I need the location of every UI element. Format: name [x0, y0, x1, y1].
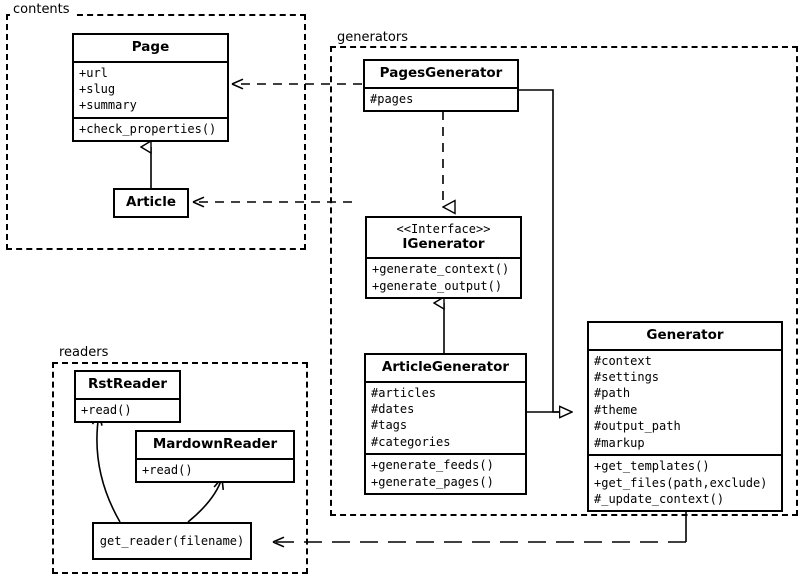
- class-generator-attribute: #output_path: [594, 419, 681, 434]
- class-article-generator-method: +generate_feeds(): [371, 458, 494, 473]
- class-generator-method: +get_files(path,exclude): [594, 475, 768, 490]
- class-page-title: Page: [131, 39, 170, 55]
- class-igenerator-stereotype: <<Interface>>: [396, 222, 491, 236]
- class-igenerator-title: [367, 218, 520, 257]
- class-mardown-reader[interactable]: [135, 430, 295, 483]
- class-page-attribute: +summary: [79, 98, 137, 113]
- class-page-attribute: +url: [79, 65, 108, 80]
- class-generator-attribute: #context: [594, 353, 652, 368]
- class-generator-method: +get_templates(): [594, 459, 710, 474]
- class-article-generator-methods: [366, 453, 525, 493]
- class-mardown-reader-method: +read(): [142, 462, 193, 477]
- class-igenerator-method: +generate_context(): [372, 262, 510, 277]
- class-article-generator-method: +generate_pages(): [371, 474, 494, 489]
- package-generators-label: generators: [334, 30, 411, 45]
- class-generator-method: #_update_context(): [594, 492, 725, 507]
- class-igenerator-methods: [367, 257, 520, 297]
- class-page[interactable]: [72, 33, 229, 142]
- class-generator-attribute: #settings: [594, 369, 660, 384]
- class-page-attribute: +slug: [79, 81, 116, 96]
- class-page-method: +check_properties(): [79, 121, 217, 136]
- class-mardown-reader-methods: [137, 458, 293, 481]
- class-generator-attributes: [589, 349, 781, 455]
- class-article-title: Article: [126, 194, 176, 210]
- function-get-reader-label: get_reader(filename): [99, 534, 245, 548]
- class-rst-reader-title: RstReader: [87, 376, 168, 392]
- class-igenerator-method: +generate_output(): [372, 278, 503, 293]
- class-article-generator[interactable]: [364, 353, 527, 495]
- class-mardown-reader-title: MardownReader: [152, 436, 278, 452]
- package-readers-label: readers: [56, 345, 111, 360]
- class-article-generator-attribute: #categories: [371, 434, 451, 449]
- class-igenerator[interactable]: [365, 216, 522, 299]
- class-article-generator-attribute: #articles: [371, 385, 437, 400]
- package-contents-label: contents: [10, 2, 73, 17]
- class-generator-attribute: #path: [594, 386, 631, 401]
- class-article-generator-attributes: [366, 381, 525, 454]
- class-pages-generator[interactable]: [363, 59, 519, 112]
- class-generator-attribute: #markup: [594, 435, 645, 450]
- class-article-generator-attribute: #dates: [371, 401, 415, 416]
- class-pages-generator-title: PagesGenerator: [379, 65, 503, 81]
- class-generator-attribute: #theme: [594, 402, 638, 417]
- class-generator-title: Generator: [646, 327, 724, 343]
- class-pages-generator-attribute: #pages: [370, 91, 414, 106]
- class-rst-reader-method: +read(): [81, 402, 132, 417]
- class-rst-reader[interactable]: [74, 370, 181, 423]
- class-pages-generator-attributes: [365, 87, 517, 110]
- function-get-reader[interactable]: [92, 522, 252, 560]
- class-generator-methods: [589, 454, 781, 510]
- class-rst-reader-methods: [76, 398, 179, 421]
- class-generator[interactable]: [587, 321, 783, 512]
- class-article[interactable]: [113, 188, 189, 218]
- class-article-generator-attribute: #tags: [371, 418, 408, 433]
- class-article-generator-title: ArticleGenerator: [381, 359, 510, 375]
- class-igenerator-name: IGenerator: [402, 235, 485, 252]
- class-page-methods: [74, 117, 227, 140]
- class-page-attributes: [74, 61, 227, 117]
